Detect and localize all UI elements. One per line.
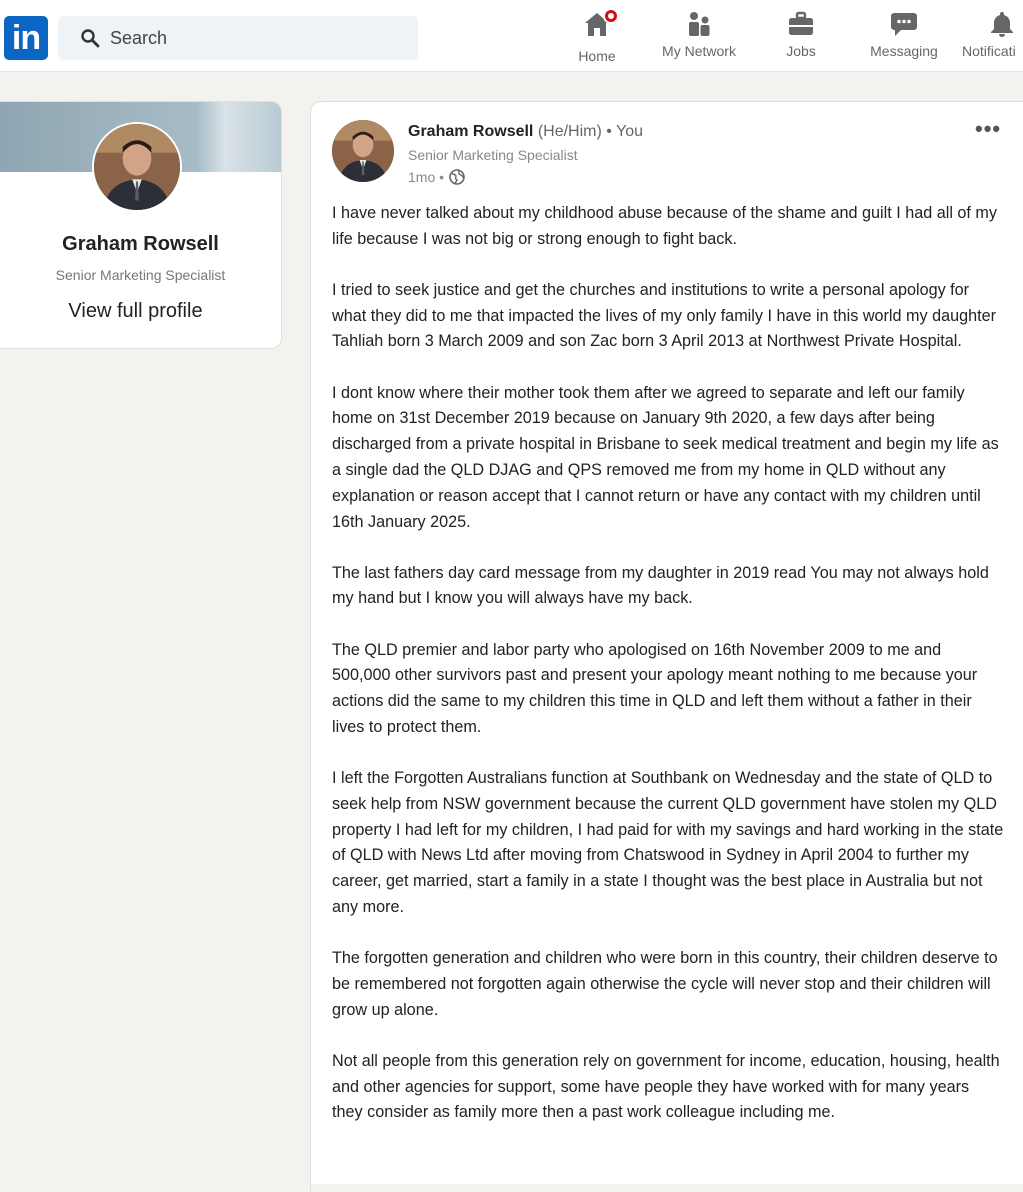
nav-my-network[interactable] [654, 10, 744, 66]
post-author-line [408, 123, 643, 141]
chat-icon [889, 10, 919, 38]
post-author-relation: • You [606, 123, 644, 140]
profile-name[interactable]: Graham Rowsell [62, 233, 219, 255]
post-more-options-icon[interactable]: ••• [975, 116, 1002, 141]
post-paragraph: The forgotten generation and children who were born in this country, their children deserve to be remembered not forgotten again otherwise the cycle will never stop and their children will grow up alone. [332, 949, 998, 1019]
avatar-photo [332, 120, 394, 182]
search-box[interactable] [58, 16, 418, 60]
top-nav-bar [0, 0, 1023, 72]
post-paragraph: The last fathers day card message from my daughter in 2019 read You may not always hold my hand but I know you will always have my back. [332, 563, 989, 608]
post-timestamp [408, 168, 466, 186]
post-paragraph: I dont know where their mother took them after we agreed to separate and left our family home on 31st December 2019 because on January 9th 2020, a few days after being discharged from a private hospital in Brisbane to seek medical treatment and begin my life as a single dad the QLD DJAG and QPS removed me from my home in QLD without any explanation or reason accept that I cannot return or have any contact with my children until 16th January 2025. [332, 383, 999, 531]
nav-home-label: Home [578, 48, 616, 64]
profile-card [0, 102, 281, 348]
post-paragraph: I tried to seek justice and get the churches and institutions to write a personal apology for what they did to me that impacted the lives of my only family I have in this world my daughter Tahliah born 3 March 2009 and son Zac born 3 April 2013 at Northwest Private Hospital. [332, 280, 996, 351]
bell-icon [987, 10, 1017, 38]
avatar-photo [94, 124, 180, 210]
nav-my-network-label: My Network [662, 43, 736, 59]
nav-messaging[interactable] [864, 10, 944, 66]
notification-badge [603, 8, 619, 24]
post-paragraph: Not all people from this generation rely on government for income, education, housing, health and other agencies for support, some have people they have worked with for many years they consider as family more then a past work colleague including me. [332, 1051, 1000, 1122]
search-input[interactable] [110, 28, 390, 49]
nav-messaging-label: Messaging [870, 43, 938, 59]
post-author-headline: Senior Marketing Specialist [408, 147, 578, 163]
post-paragraph: The QLD premier and labor party who apologised on 16th November 2009 to me and 500,000 other survivors past and present your apology meant nothing to me because your actions did the same to my children this time in QLD and left them without a father in their lives to protect them. [332, 640, 978, 736]
nav-notifications[interactable] [962, 10, 1023, 66]
briefcase-icon [786, 10, 816, 38]
nav-notifications-label: Notificati [962, 43, 1016, 59]
post-author-name[interactable]: Graham Rowsell [408, 123, 534, 140]
nav-home[interactable] [570, 10, 624, 66]
profile-avatar[interactable] [92, 122, 182, 212]
post-author-pronouns: (He/Him) [537, 123, 602, 140]
globe-icon [448, 168, 466, 186]
network-icon [684, 10, 714, 38]
nav-jobs-label: Jobs [786, 43, 816, 59]
search-icon [80, 28, 100, 48]
post-body [332, 201, 1004, 1151]
feed-post [311, 102, 1023, 1192]
linkedin-logo-icon[interactable]: in [4, 16, 48, 60]
profile-headline: Senior Marketing Specialist [55, 267, 226, 283]
post-time-text: 1mo • [408, 169, 445, 185]
view-full-profile-link[interactable]: View full profile [68, 300, 203, 322]
post-paragraph: I left the Forgotten Australians function at Southbank on Wednesday and the state of QLD to seek help from NSW government because the current QLD government have stolen my QLD property I had left for my children, I had paid for with my savings and hard working in the state of QLD with News Ltd after moving from Chatswood in Sydney in April 2004 to further my career, get married, start a family in a state I thought was the best place in Australia but not any more. [332, 769, 1004, 917]
nav-jobs[interactable] [774, 10, 828, 66]
post-bottom-divider [311, 1184, 1023, 1192]
post-author-avatar[interactable] [332, 120, 394, 182]
post-paragraph: I have never talked about my childhood abuse because of the shame and guilt I had all of my life because I was not big or strong enough to fight back. [332, 204, 998, 248]
